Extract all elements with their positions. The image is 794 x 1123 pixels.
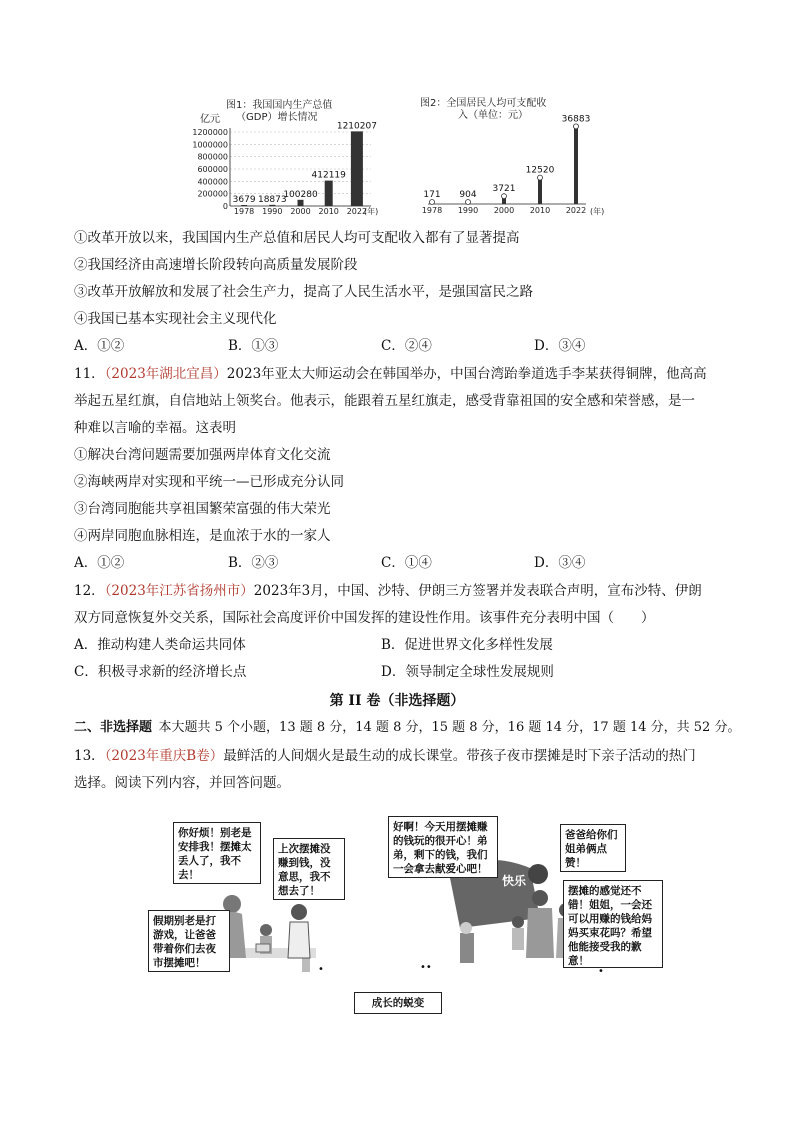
q10-item-1: ①改革开放以来，我国国内生产总值和居民人均可支配收入都有了显著提高: [74, 230, 520, 246]
income-chart: [418, 96, 614, 222]
q12-option-c: C．积极寻求新的经济增长点: [74, 664, 247, 680]
gdp-data-label: 1210207: [336, 121, 377, 132]
q11-option-a: A．①②: [74, 555, 125, 571]
comic-dot-1: •: [318, 964, 324, 975]
income-data-label: 36883: [561, 114, 591, 125]
q11-item-3: ③台湾同胞能共享祖国繁荣富强的伟大荣光: [74, 501, 331, 517]
gdp-bar: [298, 200, 304, 206]
income-data-label: 904: [459, 190, 477, 200]
gdp-data-label: 3679: [232, 195, 256, 205]
gdp-y-tick: 0: [222, 202, 228, 211]
q12-stem-line2: 双方同意恢复外交关系，国际社会高度评价中国发挥的建设性作用。该事件充分表明中国（ ）: [74, 610, 655, 626]
gdp-y-tick: 400000: [197, 177, 228, 187]
comic-bubble-5: 爸爸给你们姐弟俩点赞！: [560, 824, 626, 872]
gdp-bars: [233, 121, 377, 216]
income-point: [502, 194, 507, 199]
income-data-label: 12520: [525, 165, 555, 176]
q12-stem-line1: 12．（2023年江苏省扬州市）2023年3月，中国、沙特、伊朗三方签署并发表联合声明，宣布沙特、伊朗: [74, 583, 702, 599]
gdp-chart-title-1: 图1：我国国内生产总值: [226, 100, 333, 111]
q11-option-b: B．②③: [228, 555, 279, 571]
comic-dot-3: •: [598, 966, 604, 977]
comic-bubble-6: 摆摊的感觉还不错！姐姐，一会还可以用赚的钱给妈妈买束花吗？希望他能接受我的歉意！: [563, 880, 663, 968]
q10-option-c: C．②④: [381, 338, 432, 354]
income-data-label: 3721: [492, 184, 516, 195]
gdp-chart-unit: 亿元: [200, 114, 220, 125]
gdp-y-tick: 800000: [197, 152, 228, 162]
q11-option-c: C．①④: [381, 555, 432, 571]
income-x-tick: 2000: [493, 206, 515, 215]
q12-option-d: D．领导制定全球性发展规则: [381, 664, 554, 680]
gdp-x-tick: 1990: [262, 207, 283, 216]
section2-title: 第 II 卷（非选择题）: [329, 693, 465, 709]
q11-item-2: ②海峡两岸对实现和平统一—已形成充分认同: [74, 474, 344, 490]
comic-bubble-4: 好啊！今天用摆摊赚的钱玩的很开心！弟弟，剩下的钱，我们一会拿去献爱心吧！: [388, 816, 498, 878]
gdp-x-tick: 2010: [318, 207, 339, 216]
income-point: [430, 200, 435, 205]
income-chart-title-2: 入（单位：元）: [458, 110, 528, 121]
q10-item-2: ②我国经济由高速增长阶段转向高质量发展阶段: [74, 257, 358, 273]
comic-bubble-1: 你好烦！别老是安排我！摆摊太丢人了，我不去！: [173, 822, 261, 884]
q11-stem-line3: 种难以言喻的幸福。这表明: [74, 420, 236, 436]
income-point: [574, 124, 579, 129]
gdp-x-tick: 1978: [233, 207, 255, 216]
q11-stem-line2: 举起五星红旗，自信地站上领奖台。他表示，能跟着五星红旗走，感受背靠祖国的安全感和荣誉感，是一: [74, 393, 695, 409]
q10-option-b: B．①③: [228, 338, 279, 354]
gdp-y-tick: 600000: [197, 165, 228, 174]
gdp-y-tick: 1200000: [192, 128, 228, 137]
gdp-x-unit: (年): [364, 207, 379, 216]
gdp-chart: [192, 96, 386, 222]
q11-stem-line1: 11．（2023年湖北宜昌）2023年亚太大师运动会在韩国举办，中国台湾跆拳道选手李某获得铜牌，他高高: [74, 366, 707, 382]
gdp-bar: [351, 131, 363, 206]
income-bars: [422, 114, 591, 215]
gdp-bar: [325, 181, 333, 206]
income-x-tick: 2010: [529, 206, 551, 215]
q13-stem-line2: 选择。阅读下列内容，并回答问题。: [74, 775, 290, 791]
q12-option-b: B．促进世界文化多样性发展: [381, 637, 553, 653]
comic-bubble-3: 假期别老是打游戏，让爸爸带着你们去夜市摆摊吧！: [148, 910, 230, 972]
income-point: [466, 200, 471, 205]
q11-item-4: ④两岸同胞血脉相连，是血浓于水的一家人: [74, 528, 331, 544]
gdp-y-tick: 200000: [197, 189, 228, 199]
income-x-tick: 1990: [457, 206, 479, 215]
comic-bubble-2: 上次摆摊没赚到钱，没意思，我不想去了！: [273, 838, 345, 900]
income-point: [538, 175, 543, 180]
q10-item-4: ④我国已基本实现社会主义现代化: [74, 311, 277, 327]
q10-item-3: ③改革开放解放和发展了社会生产力，提高了人民生活水平，是强国富民之路: [74, 284, 533, 300]
gdp-data-label: 100280: [283, 189, 318, 200]
q11-option-d: D．③④: [534, 555, 586, 571]
income-x-tick: 2022: [565, 206, 587, 215]
q11-item-1: ①解决台湾问题需要加强两岸体育文化交流: [74, 447, 331, 463]
income-data-label: 171: [423, 190, 441, 200]
gdp-x-tick: 2022: [346, 207, 368, 216]
q10-option-d: D．③④: [534, 338, 586, 354]
comic-caption: 成长的蜕变: [354, 992, 442, 1014]
q10-option-a: A．①②: [74, 338, 125, 354]
income-x-unit: (年): [590, 207, 605, 216]
gdp-bar: [269, 205, 275, 206]
gdp-bar: [241, 205, 247, 206]
gdp-x-tick: 2000: [290, 207, 311, 216]
income-x-tick: 1978: [421, 206, 443, 215]
gdp-data-label: 412119: [311, 170, 346, 181]
gdp-data-label: 18873: [257, 194, 287, 205]
income-bar: [574, 126, 578, 204]
comic-stall-sign: 快乐: [502, 874, 527, 888]
income-chart-title-1: 图2：全国居民人均可支配收: [420, 98, 547, 109]
section2-heading: 二、非选择题 本大题共 5 个小题，13 题 8 分，14 题 8 分，15 题 8 分，16 题 14 分，17 题 14 分，共 52 分。: [74, 720, 741, 735]
gdp-chart-title-2: （GDP）增长情况: [236, 112, 318, 123]
q12-option-a: A．推动构建人类命运共同体: [74, 637, 246, 653]
q13-stem-line1: 13．（2023年重庆B卷）最鲜活的人间烟火是最生动的成长课堂。带孩子夜市摆摊是时下亲子活动的热门: [74, 748, 696, 764]
gdp-y-tick: 1000000: [192, 140, 228, 150]
income-bar: [538, 178, 542, 204]
comic-dot-2: ••: [420, 962, 432, 973]
